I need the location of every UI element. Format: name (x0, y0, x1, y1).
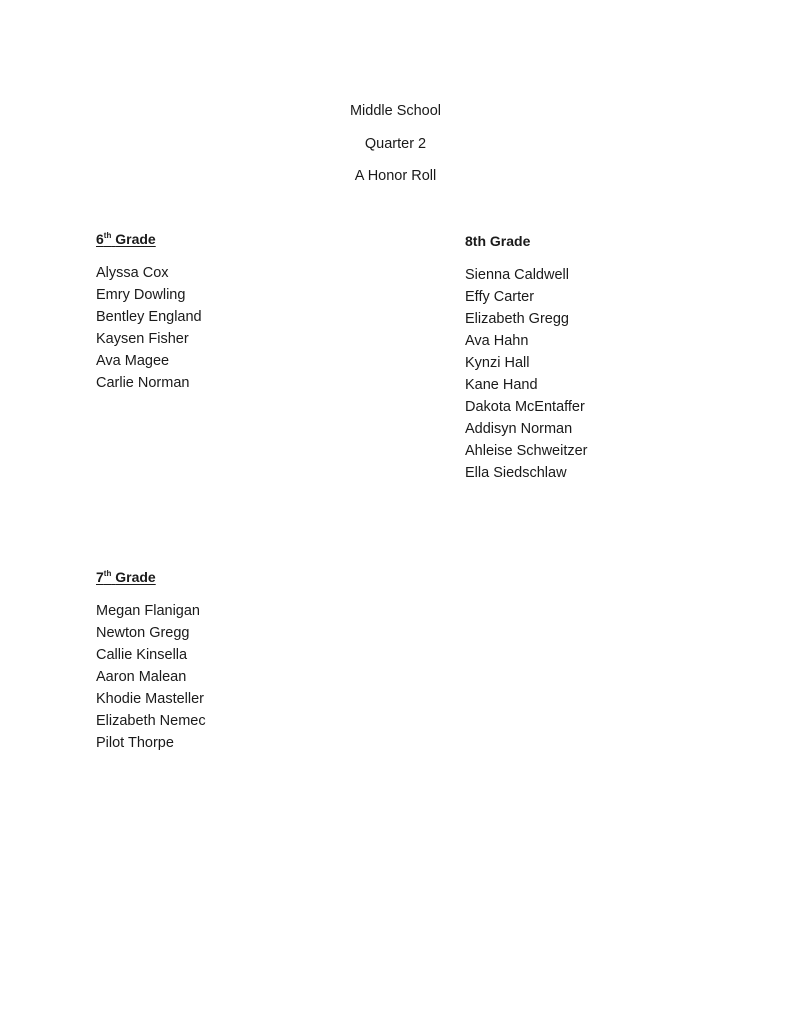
school-heading: Middle School (349, 103, 442, 119)
student-name: Khodie Masteller (96, 691, 204, 707)
student-name: Callie Kinsella (96, 647, 188, 663)
seventh-grade-section (96, 568, 206, 754)
student-name: Newton Gregg (96, 625, 190, 641)
student-name: Ava Hahn (465, 333, 529, 349)
student-name: Ahleise Schweitzer (465, 443, 588, 459)
sixth-grade-number: 6 (96, 231, 104, 247)
student-name: Elizabeth Nemec (96, 713, 206, 729)
sixth-grade-title (96, 230, 202, 248)
student-name: Kynzi Hall (465, 355, 530, 371)
student-name: Ava Magee (96, 353, 170, 369)
student-name: Dakota McEntaffer (465, 399, 585, 415)
student-name: Elizabeth Gregg (465, 311, 569, 327)
eighth-grade-section (465, 232, 588, 484)
student-name: Megan Flanigan (96, 603, 200, 619)
student-name: Addisyn Norman (465, 421, 573, 437)
honor-roll-heading: A Honor Roll (354, 168, 437, 184)
student-name: Effy Carter (465, 289, 535, 305)
seventh-grade-list (96, 600, 206, 754)
student-name: Bentley England (96, 309, 202, 325)
seventh-grade-suffix: th (103, 569, 112, 578)
eighth-grade-list (465, 264, 588, 484)
eighth-grade-title: 8th Grade (465, 233, 531, 249)
seventh-grade-title (96, 568, 206, 586)
student-name: Kaysen Fisher (96, 331, 189, 347)
student-name: Pilot Thorpe (96, 735, 174, 751)
seventh-grade-label: Grade (115, 569, 156, 585)
student-name: Carlie Norman (96, 375, 190, 391)
sixth-grade-section (96, 230, 202, 394)
student-name: Kane Hand (465, 377, 538, 393)
student-name: Alyssa Cox (96, 265, 169, 281)
seventh-grade-number: 7 (96, 569, 104, 585)
student-name: Sienna Caldwell (465, 267, 569, 283)
sixth-grade-list (96, 262, 202, 394)
sixth-grade-suffix: th (103, 231, 112, 240)
quarter-heading: Quarter 2 (364, 136, 427, 152)
student-name: Ella Siedschlaw (465, 465, 567, 481)
student-name: Aaron Malean (96, 669, 187, 685)
student-name: Emry Dowling (96, 287, 186, 303)
sixth-grade-label: Grade (115, 231, 156, 247)
